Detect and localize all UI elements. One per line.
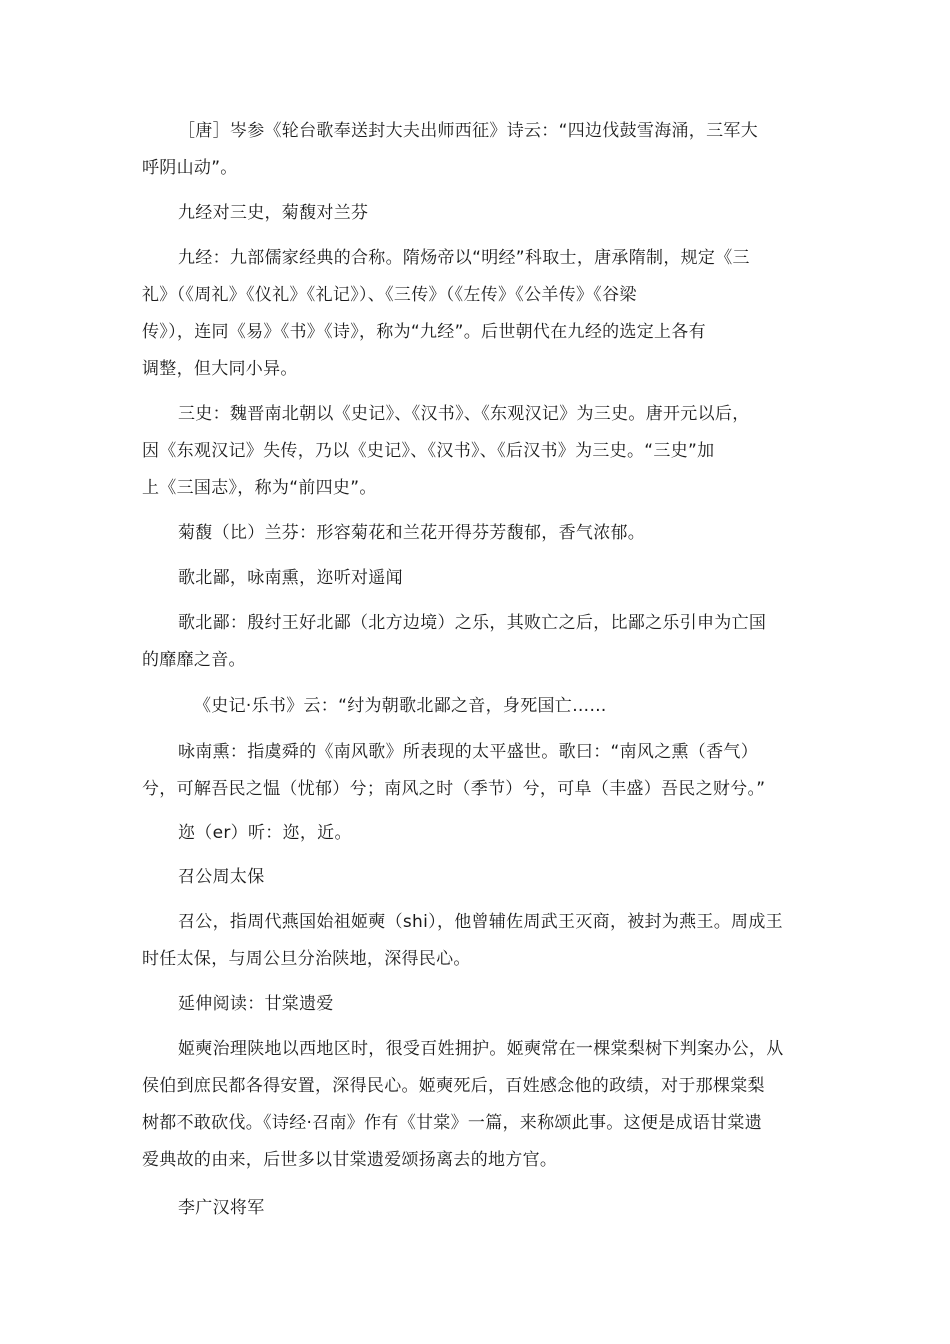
heading-yanshen [142, 986, 812, 1023]
text-line: 菊馥（比）兰芬：形容菊花和兰花开得芬芳馥郁，香气浓郁。 [178, 523, 646, 543]
text-line: 召公周太保 [178, 867, 265, 887]
paragraph-erting [142, 815, 812, 852]
text-line: 时任太保，与周公旦分治陕地，深得民心。 [142, 949, 471, 969]
text-line: 兮，可解吾民之愠（忧郁）兮；南风之时（季节）兮，可阜（丰盛）吾民之财兮。” [142, 779, 766, 799]
text-line: 迩（er）听：迩，近。 [178, 823, 352, 843]
paragraph-jufu [142, 515, 812, 552]
text-line: 树都不敢砍伐。《诗经·召南》作有《甘棠》一篇，来称颂此事。这便是成语甘棠遗 [142, 1113, 763, 1133]
text-line: 姬奭治理陕地以西地区时，很受百姓拥护。姬奭常在一棵棠梨树下判案办公，从 [178, 1039, 784, 1059]
text-line: 调整，但大同小异。 [142, 359, 298, 379]
text-line: 咏南熏：指虞舜的《南风歌》所表现的太平盛世。歌曰：“南风之熏（香气） [178, 742, 759, 762]
text-line: 延伸阅读：甘棠遗爱 [178, 994, 334, 1014]
text-line: 传》），连同《易》《书》《诗》，称为“九经”。后世朝代在九经的选定上各有 [142, 322, 706, 342]
paragraph-shiji-quote [142, 688, 812, 725]
text-line: 礼》（《周礼》《仪礼》《礼记》）、《三传》（《左传》《公羊传》《谷梁 [142, 285, 637, 305]
paragraph-jiujing [142, 240, 812, 388]
text-line: 呼阴山动”。 [142, 158, 238, 178]
text-line: 李广汉将军 [178, 1198, 265, 1218]
text-line: 《史记·乐书》云：“纣为朝歌北鄙之音，身死国亡…… [194, 696, 607, 716]
text-line: 侯伯到庶民都各得安置，深得民心。姬奭死后，百姓感念他的政绩，对于那棵棠梨 [142, 1076, 765, 1096]
paragraph-gebei [142, 605, 812, 679]
text-line: ［唐］岑参《轮台歌奉送封大夫出师西征》诗云：“四边伐鼓雪海涌，三军大 [178, 121, 759, 141]
text-line: 因《东观汉记》失传，乃以《史记》、《汉书》、《后汉书》为三史。“三史”加 [142, 441, 715, 461]
paragraph-yongnanxun [142, 734, 812, 808]
heading-gebei [142, 560, 812, 597]
heading-liguang [142, 1190, 812, 1227]
heading-zhaogong [142, 859, 812, 896]
text-line: 召公，指周代燕国始祖姬奭（shi），他曾辅佐周武王灭商，被封为燕王。周成王 [178, 912, 783, 932]
text-line: 三史：魏晋南北朝以《史记》、《汉书》、《东观汉记》为三史。唐开元以后， [178, 404, 750, 424]
text-line: 的靡靡之音。 [142, 650, 246, 670]
text-line: 九经对三史，菊馥对兰芬 [178, 203, 369, 223]
paragraph-sanshi [142, 396, 812, 507]
paragraph-tang-poem [142, 113, 812, 187]
heading-jiujing [142, 195, 812, 232]
text-line: 爱典故的由来，后世多以甘棠遗爱颂扬离去的地方官。 [142, 1150, 558, 1170]
paragraph-gantang [142, 1031, 812, 1179]
text-line: 歌北鄙，咏南熏，迩听对遥闻 [178, 568, 403, 588]
text-line: 歌北鄙：殷纣王好北鄙（北方边境）之乐，其败亡之后，比鄙之乐引申为亡国 [178, 613, 767, 633]
paragraph-zhaogong [142, 904, 812, 978]
text-line: 九经：九部儒家经典的合称。隋炀帝以“明经”科取士，唐承隋制，规定《三 [178, 248, 750, 268]
text-line: 上《三国志》，称为“前四史”。 [142, 478, 377, 498]
